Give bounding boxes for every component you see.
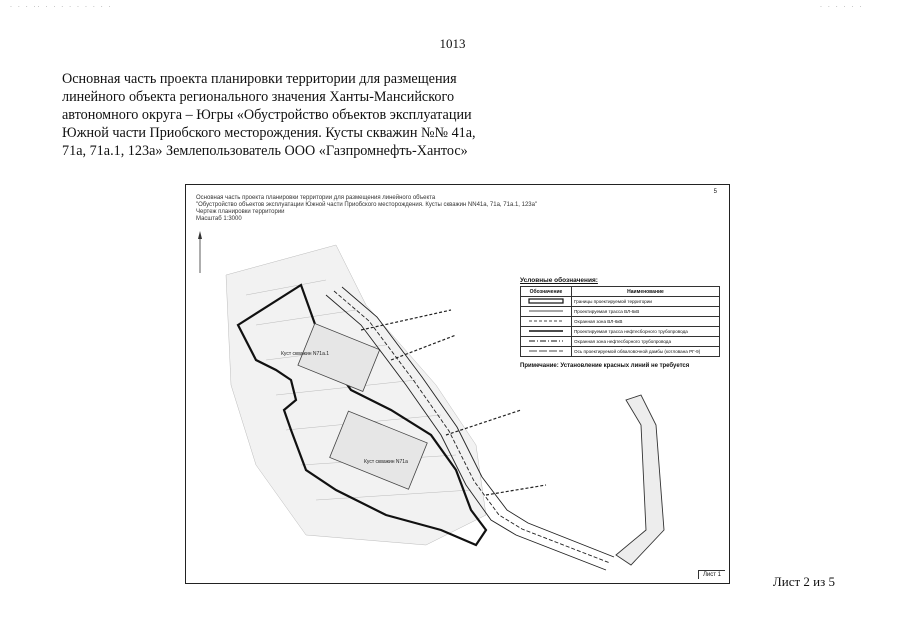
sheet-stamp: Лист 1 <box>698 570 725 579</box>
frame-number: 5 <box>713 189 717 195</box>
document-heading: Основная часть проекта планировки территории для размещения линейного объекта регионального значения Ханты-Мансийского автономного округа – Югры «Обустройство объектов эксплуатации Южной части Приобского месторождения. Кусты скважин №№ 41а, 71а, 71а.1, 123а» Землепользователь ООО «Газпромнефть-Хантос» <box>62 71 476 159</box>
legend-title: Условные обозначения: <box>520 277 598 284</box>
legend-table <box>520 286 720 357</box>
site-plan <box>186 185 730 584</box>
pad-b-label: Куст скважин N71а <box>364 459 408 465</box>
legend-row-label: Охранная зона ВЛ-6кВ <box>572 317 720 327</box>
drawing-title-1: Основная часть проекта планировки территории для размещения линейного объекта <box>196 195 436 201</box>
legend-header-row <box>521 287 720 297</box>
legend-row <box>521 327 720 337</box>
legend-row-label: Проектируемая трасса ВЛ-6кВ <box>572 307 720 317</box>
legend-note: Примечание: Установление красных линий не требуется <box>520 363 690 369</box>
page-number: 1013 <box>439 36 466 51</box>
legend-symbol <box>521 327 572 337</box>
legend-row <box>521 307 720 317</box>
scan-artifact-left: . . . .. . . . . . . . . . <box>10 2 113 9</box>
legend-symbol <box>521 347 572 357</box>
legend-col-name: Наименование <box>572 287 720 297</box>
legend-row <box>521 297 720 307</box>
legend-row <box>521 337 720 347</box>
drawing-scale: Масштаб 1:3000 <box>196 216 242 222</box>
legend-col-symbol: Обозначение <box>521 287 572 297</box>
legend-row-label: Ось проектируемой обваловочной дамбы (котлована РГ-9) <box>572 347 720 357</box>
sheet-of-label: Лист 2 из 5 <box>772 574 835 589</box>
embankment-loop <box>616 395 664 565</box>
legend-symbol <box>521 337 572 347</box>
legend-row-label: Охранная зона нефтесборного трубопровода <box>572 337 720 347</box>
drawing-title-2: "Обустройство объектов эксплуатации Южной части Приобского месторождения. Кусты скважин NN41а, 71а, 71а.1, 123а" <box>196 202 538 208</box>
pad-a-label: Куст скважин N71а.1 <box>281 351 330 357</box>
legend-symbol <box>521 297 572 307</box>
legend-row <box>521 317 720 327</box>
legend-symbol <box>521 317 572 327</box>
planning-drawing <box>185 184 730 584</box>
legend-symbol <box>521 307 572 317</box>
legend <box>520 277 720 369</box>
north-arrow-icon <box>198 231 202 273</box>
legend-row-label: Проектируемая трасса нефтесборного трубопровода <box>572 327 720 337</box>
scan-artifact-right: . . . . . . <box>820 2 864 9</box>
legend-row <box>521 347 720 357</box>
drawing-title-3: Чертеж планировки территории <box>196 209 285 215</box>
legend-row-label: Границы проектируемой территории <box>572 297 720 307</box>
